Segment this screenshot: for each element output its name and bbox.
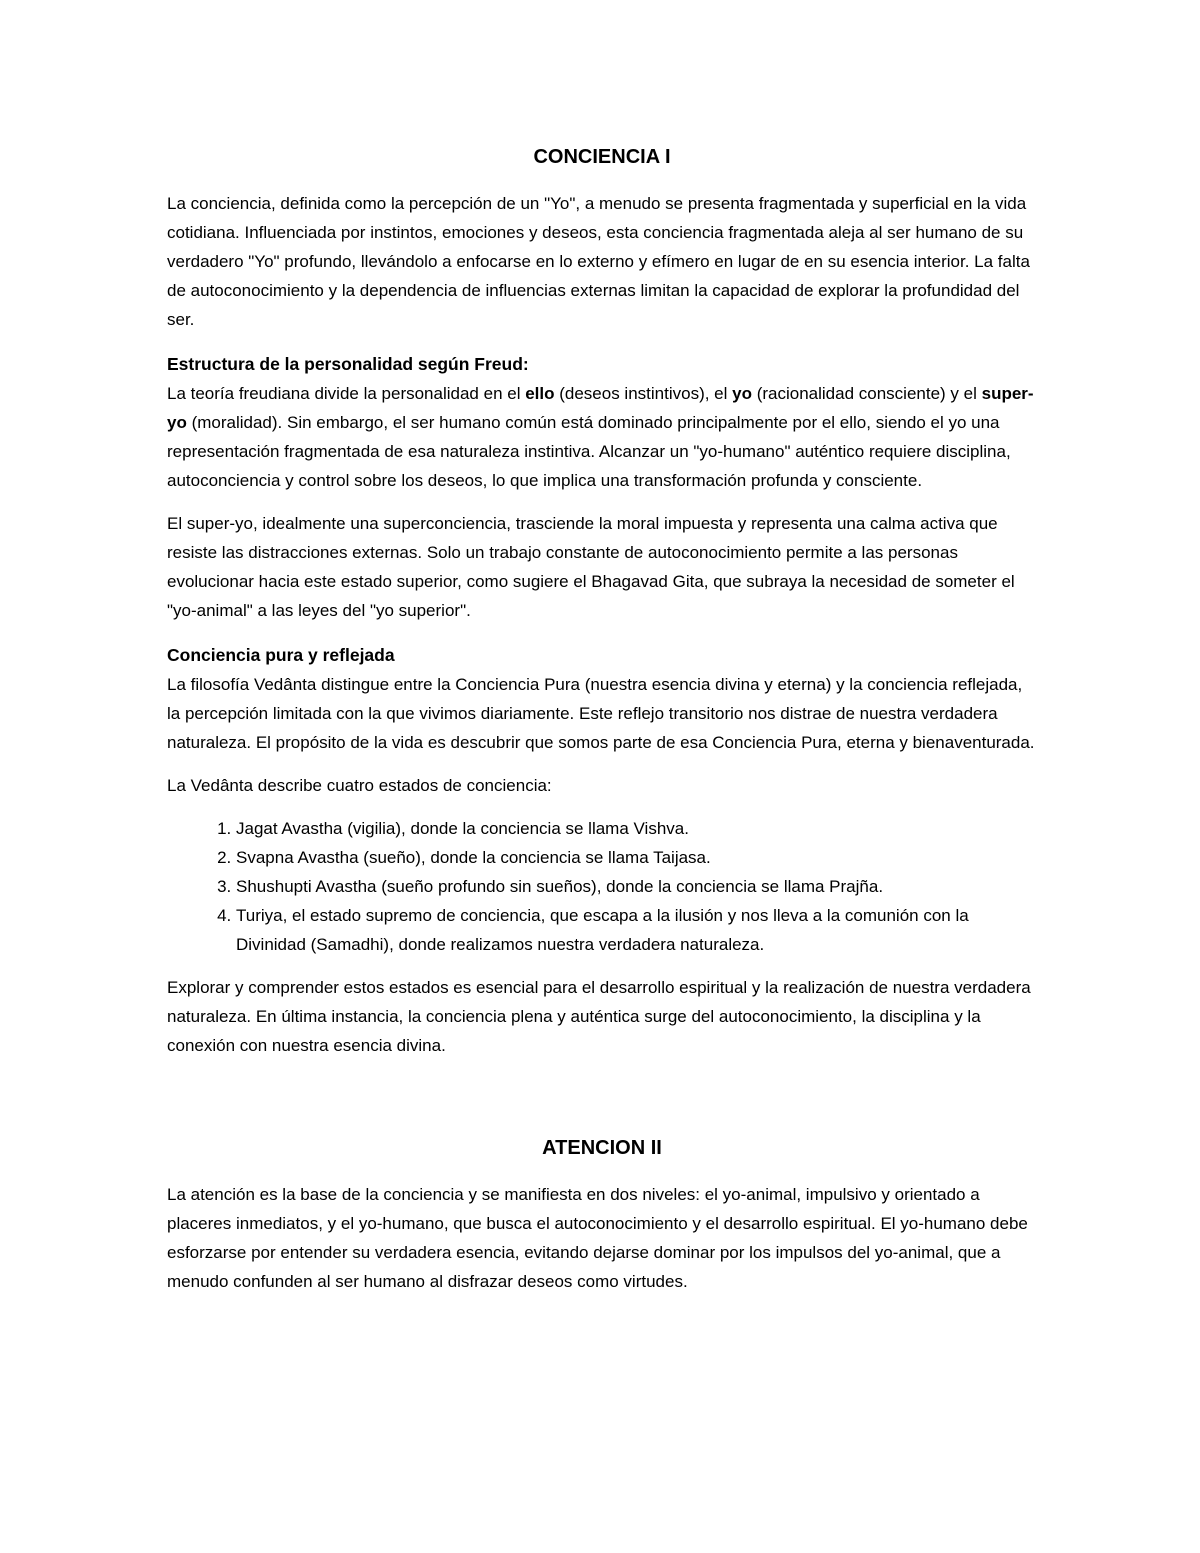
- atencion-paragraph: La atención es la base de la conciencia y se manifiesta en dos niveles: el yo-animal, impulsivo y orientado a placeres inmediatos, y el yo-humano, que busca el autoconocimiento y el desarrollo espiritual. El yo-humano debe esforzarse por entender su verdadera esencia, evitando dejarse dominar por los impulsos del yo-animal, que a menudo confunden al ser humano al disfrazar deseos como virtudes.: [167, 1185, 1028, 1291]
- heading-freud: Estructura de la personalidad según Freud:: [167, 354, 529, 374]
- closing-paragraph: Explorar y comprender estos estados es esencial para el desarrollo espiritual y la realización de nuestra verdadera naturaleza. En última instancia, la conciencia plena y auténtica surge del autoconocimiento, la disciplina y la conexión con nuestra esencia divina.: [167, 978, 1031, 1055]
- intro-paragraph: La conciencia, definida como la percepción de un "Yo", a menudo se presenta fragmentada y superficial en la vida cotidiana. Influenciada por instintos, emociones y deseos, esta conciencia fragmentada aleja al ser humano de su verdadero "Yo" profundo, llevándolo a enfocarse en lo externo y efímero en lugar de en su esencia interior. La falta de autoconocimiento y la dependencia de influencias externas limitan la capacidad de explorar la profundidad del ser.: [167, 194, 1030, 329]
- term-yo: yo: [732, 384, 752, 403]
- term-ello: ello: [525, 384, 555, 403]
- list-item-state-1: 1. Jagat Avastha (vigilia), donde la conciencia se llama Vishva.: [236, 814, 1037, 843]
- vedanta-paragraph: La filosofía Vedânta distingue entre la Conciencia Pura (nuestra esencia divina y eterna) y la conciencia reflejada, la percepción limitada con la que vivimos diariamente. Este reflejo transitorio nos distrae de nuestra verdadera naturaleza. El propósito de la vida es descubrir que somos parte de esa Conciencia Pura, eterna y bienaventurada.: [167, 675, 1035, 752]
- freud-text-c: (racionalidad consciente) y el: [751, 384, 982, 403]
- heading-conciencia-pura: Conciencia pura y reflejada: [167, 645, 395, 665]
- freud-paragraph: [167, 379, 1037, 495]
- freud-text-d: (moralidad). Sin embargo, el ser humano común está dominado principalmente por el ello, siendo el yo una representación fragmentada de esa naturaleza instintiva. Alcanzar un "yo-humano" auténtico requiere disciplina, autoconciencia y control sobre los deseos, lo que implica una transformación profunda y consciente.: [167, 413, 1011, 490]
- states-intro: La Vedânta describe cuatro estados de conciencia:: [167, 776, 552, 795]
- list-item-state-4: 4. Turiya, el estado supremo de conciencia, que escapa a la ilusión y nos lleva a la comunión con la Divinidad (Samadhi), donde realizamos nuestra verdadera naturaleza.: [236, 901, 1037, 959]
- list-item-state-2: 2. Svapna Avastha (sueño), donde la conciencia se llama Taijasa.: [236, 843, 1037, 872]
- super-yo-paragraph: El super-yo, idealmente una superconciencia, trasciende la moral impuesta y representa una calma activa que resiste las distracciones externas. Solo un trabajo constante de autoconocimiento permite a las personas evolucionar hacia este estado superior, como sugiere el Bhagavad Gita, que subraya la necesidad de someter el "yo-animal" a las leyes del "yo superior".: [167, 514, 1015, 620]
- document-page: [167, 140, 1037, 1296]
- section-title-conciencia: CONCIENCIA I: [533, 146, 671, 168]
- term-super-yo: super-yo: [167, 384, 1034, 432]
- list-item-state-3: 3. Shushupti Avastha (sueño profundo sin sueños), donde la conciencia se llama Prajña.: [236, 872, 1037, 901]
- states-list: [167, 814, 1037, 959]
- section-title-atencion: ATENCION II: [542, 1137, 662, 1159]
- freud-text-b: (deseos instintivos), el: [554, 384, 733, 403]
- freud-text-a: La teoría freudiana divide la personalidad en el: [167, 384, 526, 403]
